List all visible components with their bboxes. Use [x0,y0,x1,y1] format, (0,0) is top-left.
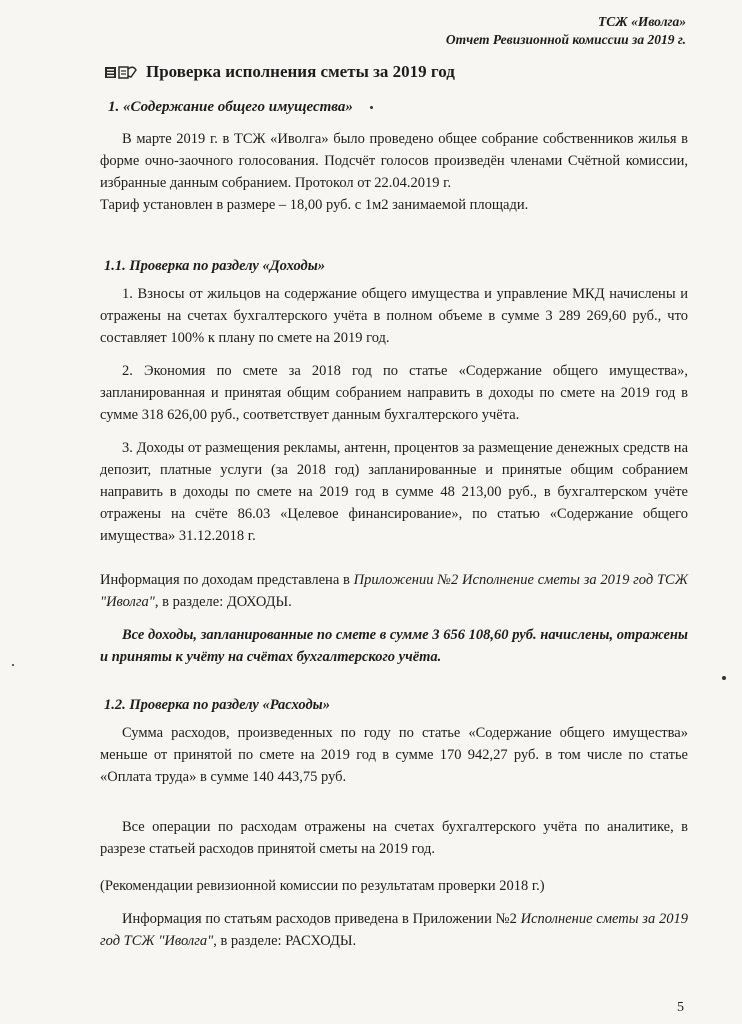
income-item-3: 3. Доходы от размещения рекламы, антенн, процентов за размещение денежных средств на депозит, платные услуги (за 2018 год) запланированные и принятые общим собранием направить в доходы по смете на 2019 год в сумме 48 213,00 руб., в бухгалтерском учёте отражены на счёте 86.03 «Целевое финансирование», по статью «Содержание общего имущества» 31.12.2018 г. [100,440,688,544]
income-summary: Все доходы, запланированные по смете в сумме 3 656 108,60 руб. начислены, отражены и приняты к учёту на счётах бухгалтерского учёта. [100,627,688,665]
header-org: ТСЖ «Иволга» [598,14,686,29]
income-info-appendix: Приложении №2 Исполнение сметы за 2019 год ТСЖ "Иволга" [100,572,688,610]
scan-speck [722,676,726,680]
section1-para-meeting: В марте 2019 г. в ТСЖ «Иволга» было проведено общее собрание собственников жилья в форме очно-заочного голосования. Подсчёт голосов произведён членами Счётной комиссии, избранные данным собранием. Протокол от 22.04.2019 г. [100,131,688,191]
expenses-info [100,908,688,952]
header-report-title: Отчет Ревизионной комиссии за 2019 г. [445,32,686,47]
expenses-info-suffix: , в разделе: РАСХОДЫ. [213,933,357,949]
expenses-para-1: Сумма расходов, произведенных по году по статье «Содержание общего имущества» меньше от принятой по смете на 2019 год в сумме 170 942,27 руб. в том числе по статье «Оплата труда» в сумме 140 443,75 руб. [100,725,688,785]
expenses-para-2: Все операции по расходам отражены на счетах бухгалтерского учёта по аналитике, в разрезе статьей расходов принятой сметы на 2019 год. [100,819,688,857]
clipboard-book-icon [104,64,138,80]
page-title-text: Проверка исполнения сметы за 2019 год [146,62,455,81]
section12-heading: 1.2. Проверка по разделу «Расходы» [104,697,330,713]
page-title [104,62,455,82]
income-item-2: 2. Экономия по смете за 2018 год по статье «Содержание общего имущества», запланированная и принятая общим собранием направить в доходы по смете на 2019 год в сумме 318 626,00 руб., соответствует данным бухгалтерского учёта. [100,363,688,423]
expenses-info-prefix: Информация по статьям расходов приведена в Приложении №2 [122,911,521,927]
page-number: 5 [677,1000,684,1015]
scan-speck [370,106,373,109]
income-info-prefix: Информация по доходам представлена в [100,572,354,588]
section11-heading: 1.1. Проверка по разделу «Доходы» [104,258,326,274]
section1-heading: 1. «Содержание общего имущества» [108,99,353,115]
expenses-recommendation: (Рекомендации ревизионной комиссии по результатам проверки 2018 г.) [100,878,545,894]
income-info-suffix: , в разделе: ДОХОДЫ. [154,594,292,610]
scan-speck [12,664,14,666]
income-item-1: 1. Взносы от жильцов на содержание общего имущества и управление МКД начислены и отражены на счетах бухгалтерского учёта в полном объеме в сумме 3 289 269,60 руб., что составляет 100% к плану по смете на 2019 год. [100,286,688,346]
expenses-info-appendix: Исполнение сметы за 2019 год ТСЖ "Иволга" [100,911,688,949]
income-info [100,569,688,613]
section1-tariff: Тариф установлен в размере – 18,00 руб. с 1м2 занимаемой площади. [100,197,529,213]
